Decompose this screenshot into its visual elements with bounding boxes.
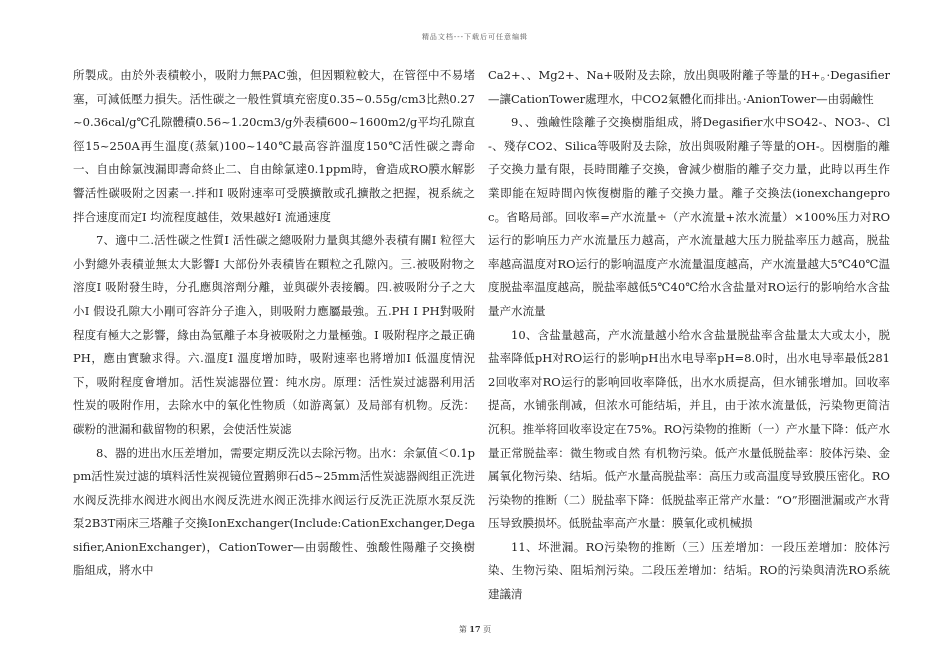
page-number: 17 [469,624,481,634]
paragraph: 7、適中二.活性碳之性質I 活性碳之總吸附力量與其總外表積有關I 粒徑大小對總外表積並無太大影響I 大部份外表積皆在顆粒之孔隙內。三.被吸附物之溶度I 吸附發生時，分孔應與溶劑分離，並與碳外表接觸。四.被吸附分子之大小I 假设孔隙大小剛可容許分子進入，則吸附力應屬最強。五.PH I PH對吸附程度有極大之影響，緣由為氫離子本身被吸附之力量極強。I 吸附程序之最正确PH，應由實驗求得。六.溫度I 溫度增加時，吸附速率也將增加I 低溫度情況下，吸附程度會增加。活性炭滤器位置：纯水房。原理：活性炭过滤器利用活性炭的吸附作用，去除水中的氧化性物质（如游离氯）及局部有机物。反洗：碳粉的泄漏和截留物的积累，会使活性炭滤 [73,233,475,436]
paragraph: 10、含盐量越高，产水流量越小给水含盐量脱盐率含盐量太大或太小，脱盐率降低pH对RO运行的影响pH出水电导率pH=8.0时，出水电导率最低2812回收率对RO运行的影响回收率降低，出水水质提高，但水铺张增加。回收率提高，水铺张削减，但浓水可能结垢，并且，由于浓水流量低，污染物更简洁沉积。推举将回收率设定在75%。RO污染物的推断（一）产水量下降：低产水量正常脱盐率：微生物或自然 有机物污染。低产水量低脱盐率：胶体污染、金属氧化物污染、结垢。低产水量高脱盐率：高压力或高温度导致膜压密化。RO污染物的推断（二）脱盐率下降：低脱盐率正常产水量：“O”形圈泄漏或产水背压导致膜损坏。低脱盐率高产水量：膜氧化或机械损 [488,327,890,531]
paragraph: 9、、強鹼性陰離子交換樹脂組成，將Degasifier水中SO42-、NO3-、Cl-、殘存CO2、Silica等吸附及去除，放出與吸附離子等量的OH-。因樹脂的離子交換力量有限，長時間離子交換，會減少樹脂的離子交力量，此時以再生作業即能在短時間內恢復樹脂的離子交換力量。離子交換法(ionexchangeproc。省略局部。回收率=产水流量÷（产水流量+浓水流量）×100%压力对RO运行的影响压力产水流量压力越高，产水流量越大压力脱盐率压力越高，脱盐率越高温度对RO运行的影响温度产水流量温度越高，产水流量越大5℃40℃温度脱盐率温度越高，脱盐率越低5℃40℃给水含盐量对RO运行的影响给水含盐量产水流量 [488,115,890,318]
page-footer [0,624,950,635]
right-text-column [488,64,890,607]
page-number-prefix: 第 [458,625,467,634]
paragraph: Ca2+、、Mg2+、Na+吸附及去除，放出與吸附離子等量的H+。·Degasifier—讓CationTower處理水，中CO2氣體化而排出。·AnionTower—由弱鹼性 [488,68,890,106]
page-number-suffix: 页 [483,625,492,634]
paragraph: 所製成。由於外表積較小，吸附力無PAC強，但因顆粒較大，在管徑中不易堵塞，可減低壓力損失。活性碳之一般性質填充密度0.35~0.55g/cm3比熱0.27~0.36cal/g℃孔隙體積0.56~1.20cm3/g外表積600~1600m2/g平均孔隙直徑15~250A再生溫度(蒸氣)100~140℃最高容許溫度150℃活性碳之壽命一、自由餘氯洩漏即壽命終止二、自由餘氯達0.1ppm時，會造成RO膜水解影響活性碳吸附之因素一.拌和I 吸附速率可受膜擴散或孔擴散之把握，視系統之拌合速度而定I 均流程度越佳，效果越好I 流通速度 [73,68,475,224]
paragraph: 11、坏泄漏。RO污染物的推断（三）压差增加：一段压差增加：胶体污染、生物污染、阻垢剂污染。二段压差增加：结垢。RO的污染與清洗RO系統建議清 [488,539,890,602]
page-header: 精品文档---下载后可任意编辑 [421,33,529,41]
paragraph: 8、器的进出水压差增加，需要定期反洗以去除污物。出水：余氯值＜0.1ppm活性炭过滤的填料活性炭视镜位置鹅卵石d5~25mm活性炭滤器阀组正洗进水阀反洗排水阀进水阀出水阀反洗进水阀正洗排水阀运行反洗正洗原水泵反洗泵2B3T兩床三塔離子交換IonExchanger(Include:CationExchanger,Degasifier,AnionExchanger)，CationTower—由弱酸性、強酸性陽離子交換樹脂組成，將水中 [73,445,475,578]
left-text-column [73,64,475,583]
